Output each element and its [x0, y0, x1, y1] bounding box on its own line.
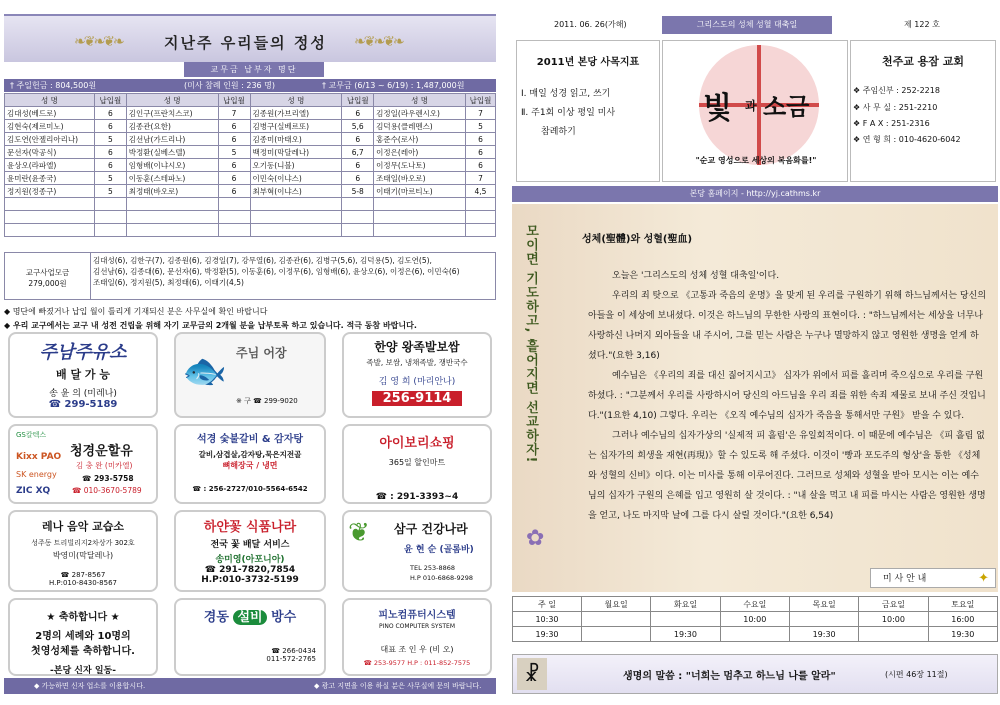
table-cell: 박정환(실베스텔) [126, 146, 218, 159]
church-contact: 천주교 용잠 교회 ❖ 주임신부 : 252-2218 ❖ 사 무 실 : 251-2210 ❖ F A X : 251-2316 ❖ 연 형 희 : 010-4620-6042 [850, 40, 996, 182]
table-cell: 최정태(바오로) [126, 185, 218, 198]
schedule-cell: 19:30 [651, 627, 720, 642]
ad-music-school: 레나 음악 교습소 성주동 트리빌리지2차상가 302호 박영미(막달레나) ☎ 287-8567 H.P:010-8430-8567 [8, 510, 158, 592]
ornament-right: ❧❦❧❦❧ [354, 34, 403, 50]
ad-galbi: 석경 숯불갈비 & 감자탕 갈비,삼겹살,감자탕,묵은지전골 뼈해장국 / 냉면 ☎ : 256-2727/010-5564-6542 [174, 424, 326, 504]
diocese-fund-names: 김대성(6), 김한구(7), 김종원(6), 김경일(7), 강무열(6), 김종관(6), 김병구(5,6), 김덕용(5), 김도연(5), 김선남(6), 김종대(6), 문선자(6), 박정환(5), 이동훈(6), 이정무(6), 임형배(6), 윤상오(6), 이정은(6), 이민숙(6) 조태일(6), 정지원(5), 최정태(6), 이태기(4,5) [93, 256, 460, 287]
diocese-fund-label: 교구사업모금 279,000원 [5, 253, 91, 299]
table-cell: 오기동(니블) [250, 159, 342, 172]
table-cell [94, 198, 126, 211]
schedule-cell: 월요일 [581, 597, 650, 612]
column-header: 납입월 [218, 94, 250, 107]
ad-congrats: ★ 축하합니다 ★ 2명의 세례와 10명의 첫영성체를 축하합니다. -본당 신자 일동- [8, 598, 158, 676]
table-cell [218, 211, 250, 224]
table-row [5, 198, 496, 211]
schedule-cell: 19:30 [513, 627, 582, 642]
sermon-body: 오늘은 '그리스도의 성체 성혈 대축일'이다. 우리의 죄 탓으로 《고통과 죽음의 운명》을 맞게 된 우리를 구원하기 위해 하느님께서는 당신의 아들을 이 세상에 보내셨다. 이것은 하느님의 무한한 사랑의 표현이다. : "하느님께서는 세상을 너무나 사랑하신 나머지 외아들을 내 주시어, 그를 믿는 사람은 누구나 멸망하지 않고 영원한 생명을 얻게 하셨다."(요한 3,16) 예수님은 《우리의 죄를 대신 짊어지시고》 십자가 위에서 피를 흘리며 죽으심으로 우리를 구원하셨다. : "그분께서 우리를 사랑하시어 당신의 아드님을 우리 죄를 위한 속죄 제물로 보내 주신 것입니다."(1요한 4,10) 그렇다. 우리는 《오직 예수님의 십자가 죽음을 통해서만 구원》 받을 수 있다. 그러나 예수님의 십자가상의 '실제적 피 흘림'은 유일회적이다. 이 때문에 예수님은 《피 흘림 없는 십자가의 희생을 재현(再現)》할 수 있도록 해 주셨다. 이것이 '빵과 포도주의 형상'을 통한 《성체와 성혈의 신비》이다. 이는 미사를 통해 이루어진다. 그러므로 성체와 성혈을 받아 모시는 이는 예수님의 십자가 구원의 은혜를 입고 영원히 살 것이다. : "내 살을 먹고 내 피를 마시는 사람은 영원한 생명을 얻고, 나도 마지막 날에 그를 다시 살릴 것이다."(요한 6,54) [588, 271, 987, 521]
ad-computer: 피노컴퓨터시스템 PINO COMPUTER SYSTEM 대표 조 인 우 (비 오) ☎ 253-9577 H.P : 011-852-7575 [342, 598, 492, 676]
offering-summary [4, 79, 496, 92]
table-row [5, 211, 496, 224]
table-cell: 김종미(마태오) [250, 133, 342, 146]
table-cell: 6 [94, 107, 126, 120]
schedule-cell: 화요일 [651, 597, 720, 612]
jesus-portrait: ☧ [517, 658, 547, 690]
table-cell: 이태기(마르티노) [374, 185, 466, 198]
diocese-fund-row [4, 252, 496, 300]
table-cell: 백정미(막달레나) [250, 146, 342, 159]
offering-subtitle: 교무금 납부자 명단 [184, 62, 324, 77]
left-footer: ◆ 가능하면 신자 업소를 이용합시다. ◆ 광고 지면을 이용 하실 분은 사무실에 문의 바랍니다. [4, 678, 496, 694]
table-cell: 6 [465, 133, 495, 146]
schedule-cell: 19:30 [789, 627, 858, 642]
pastoral-goals: 2011년 본당 사목지표 Ⅰ. 매일 성경 읽고, 쓰기 Ⅱ. 주1회 이상 평일 미사 참례하기 [516, 40, 660, 182]
table-cell: 5 [94, 185, 126, 198]
mass-schedule [512, 596, 998, 642]
schedule-cell [859, 627, 928, 642]
table-cell: 6 [342, 133, 374, 146]
table-cell: 김도연(안젤리아리나) [5, 133, 95, 146]
ad-gas-station: 주남주유소 배 달 가 능 송 윤 의 (미레나) ☎ 299-5189 [8, 332, 158, 418]
issue-date: 2011. 06. 26(가해) [554, 20, 627, 29]
notes [4, 305, 496, 333]
table-cell: 조태일(바오로) [374, 172, 466, 185]
table-cell: 6 [465, 146, 495, 159]
logo-and: 과 [745, 99, 757, 113]
table-cell: 6 [218, 120, 250, 133]
schedule-cell [651, 612, 720, 627]
mass-guide: 미 사 안 내 ✦ [870, 568, 996, 588]
table-cell: 이정은(레아) [374, 146, 466, 159]
table-cell: 6 [342, 107, 374, 120]
table-row [5, 159, 496, 172]
table-cell [465, 198, 495, 211]
table-row [5, 133, 496, 146]
table-cell: 5,6 [342, 120, 374, 133]
schedule-cell: 토요일 [928, 597, 997, 612]
schedule-cell: 수요일 [720, 597, 789, 612]
table-cell: 문선자(막공식) [5, 146, 95, 159]
schedule-cell: 주 일 [513, 597, 582, 612]
table-cell: 김덕용(클레멘스) [374, 120, 466, 133]
table-cell [250, 211, 342, 224]
table-cell: 4,5 [465, 185, 495, 198]
table-cell: 임형배(이냐시오) [126, 159, 218, 172]
table-cell: 7 [218, 107, 250, 120]
column-header: 성 명 [5, 94, 95, 107]
table-cell: 5 [94, 133, 126, 146]
table-cell: 김인구(프란치스코) [126, 107, 218, 120]
table-cell [342, 224, 374, 237]
table-cell: 6 [218, 159, 250, 172]
ad-health: ❦ 삼구 건강나라 윤 현 순 (골롬바) TEL 253-8868 H.P 010-6868-9298 [342, 510, 492, 592]
table-cell: 김정일(라우렌시오) [374, 107, 466, 120]
schedule-cell: 목요일 [789, 597, 858, 612]
schedule-cell: 10:00 [859, 612, 928, 627]
ad-fish-market: 🐟 주님 어장 ※ 구 ☎ 299-9020 [174, 332, 326, 418]
table-cell [94, 211, 126, 224]
table-cell: 6 [465, 159, 495, 172]
table-row [5, 146, 496, 159]
table-cell: 김현숙(제르미노) [5, 120, 95, 133]
schedule-cell [581, 627, 650, 642]
table-cell: 이동훈(스테파노) [126, 172, 218, 185]
schedule-cell [720, 627, 789, 642]
table-cell [218, 198, 250, 211]
table-cell: 6 [218, 185, 250, 198]
logo-box [662, 40, 848, 182]
column-header: 성 명 [250, 94, 342, 107]
homepage-url[interactable]: 본당 홈페이지 - http://yj.cathms.kr [512, 186, 998, 202]
table-cell: 6 [94, 146, 126, 159]
table-cell [374, 224, 466, 237]
table-cell [250, 198, 342, 211]
table-row [5, 120, 496, 133]
schedule-cell: 16:00 [928, 612, 997, 627]
table-cell [465, 211, 495, 224]
column-header: 납입월 [465, 94, 495, 107]
right-page [512, 14, 998, 694]
table-cell: 6 [94, 159, 126, 172]
ad-oil: GS칼텍스 청경운할유 Kixx PAO SK energy ZIC XQ 김 충 완 (미카엘) ☎ 293-5758 ☎ 010-3670-5789 [8, 424, 158, 504]
table-cell [342, 211, 374, 224]
table-cell: 김종원(가브리엘) [250, 107, 342, 120]
table-cell: 6,7 [342, 146, 374, 159]
ad-ivory-shop: 아이보리쇼핑 365일 할인마트 ☎ : 291-3393~4 [342, 424, 492, 504]
schedule-cell: 10:00 [720, 612, 789, 627]
motto: "순교 영성으로 세상의 복음화를!" [695, 156, 817, 165]
table-row [5, 172, 496, 185]
table-cell: 5 [218, 146, 250, 159]
table-cell: 정지원(정종구) [5, 185, 95, 198]
table-cell: 이정무(도나토) [374, 159, 466, 172]
note-2: ◆ 우리 교구에서는 교구 내 성전 건립을 위해 자기 교무금의 2개월 분을 납부토록 하고 있습니다. 적극 동참 바랍니다. [4, 321, 417, 330]
table-row [5, 107, 496, 120]
table-cell: 5-8 [342, 185, 374, 198]
table-cell [250, 224, 342, 237]
table-cell: 5 [465, 120, 495, 133]
table-cell [374, 211, 466, 224]
schedule-cell [789, 612, 858, 627]
schedule-cell [581, 612, 650, 627]
offering-banner [4, 14, 496, 62]
column-header: 성 명 [126, 94, 218, 107]
attendance: (미사 참례 인원 : 236 명) [184, 81, 276, 90]
table-cell [5, 211, 95, 224]
table-row [5, 185, 496, 198]
table-cell: 김병구(실베르또) [250, 120, 342, 133]
leaf-icon: ❦ [348, 518, 370, 548]
schedule-cell: 금요일 [859, 597, 928, 612]
table-cell: 6 [94, 120, 126, 133]
table-cell [94, 224, 126, 237]
donor-table [4, 93, 496, 237]
schedule-cell: 19:30 [928, 627, 997, 642]
word-of-life: ☧ 생명의 말씀 : "너희는 멈추고 하느님 나를 알라" (시편 46장 11절) [512, 654, 998, 694]
table-cell: 최부혁(이냐스) [250, 185, 342, 198]
column-header: 성 명 [374, 94, 466, 107]
feast-banner: 그리스도의 성체 성혈 대축일 [662, 16, 832, 34]
table-cell: 6 [218, 133, 250, 146]
table-cell: 이민숙(이냐스) [250, 172, 342, 185]
table-cell: 7 [465, 172, 495, 185]
dues-total: † 교무금 (6/13 ~ 6/19) : 1,487,000원 [322, 81, 465, 90]
table-cell [5, 198, 95, 211]
ornament-left: ❧❦❧❦❧ [74, 34, 123, 50]
table-cell: 윤미란(윤종국) [5, 172, 95, 185]
ad-plumbing: 경동 설비 방수 ☎ 266-0434 011-572-2765 [174, 598, 326, 676]
table-cell: 7 [465, 107, 495, 120]
table-cell [374, 198, 466, 211]
table-cell: 6 [342, 159, 374, 172]
offering-title: 지난주 우리들의 정성 [164, 34, 327, 52]
ad-jokbal: 한양 왕족발보쌈 족발, 보쌈, 냉채족발, 쟁반국수 김 영 희 (마리안나) 256-9114 [342, 332, 492, 418]
table-cell: 홍준수(로사) [374, 133, 466, 146]
table-cell: 윤상오(라파엘) [5, 159, 95, 172]
table-cell [342, 198, 374, 211]
table-cell [126, 198, 218, 211]
flower-icon: ✿ [526, 526, 545, 551]
star-icon: ✦ [978, 571, 989, 586]
note-1: ◆ 명단에 빠졌거나 납입 월이 틀리게 기재되신 분은 사무실에 확인 바랍니다 [4, 307, 268, 316]
table-row [5, 224, 496, 237]
table-cell: 김종관(요한) [126, 120, 218, 133]
fish-icon: 🐟 [182, 351, 227, 392]
logo-light: 빛 [703, 91, 732, 126]
sermon-title: 성체(聖體)와 성혈(聖血) [582, 234, 693, 245]
table-cell: 6 [218, 172, 250, 185]
issue-header [512, 14, 998, 36]
table-cell [218, 224, 250, 237]
left-page [4, 14, 496, 694]
table-cell: 6 [342, 172, 374, 185]
table-cell [126, 224, 218, 237]
column-header: 납입월 [342, 94, 374, 107]
ad-flower-shop: 하얀꽃 식품나라 전국 꽃 배달 서비스 송미영(아포니아) ☎ 291-7820,7854 H.P:010-3732-5199 [174, 510, 326, 592]
table-cell: 5 [94, 172, 126, 185]
column-header: 납입월 [94, 94, 126, 107]
issue-number: 제 122 호 [904, 20, 940, 29]
table-cell [126, 211, 218, 224]
schedule-cell: 10:30 [513, 612, 582, 627]
sunday-offering: † 주일헌금 : 804,500원 [10, 81, 97, 90]
logo-salt: 소금 [763, 93, 810, 121]
table-cell [465, 224, 495, 237]
table-cell: 김선남(가드리나) [126, 133, 218, 146]
table-cell [5, 224, 95, 237]
table-cell: 김대성(베드로) [5, 107, 95, 120]
vertical-slogan: 모이면 기도하고, 흩어지면 선교하자! [523, 224, 538, 464]
